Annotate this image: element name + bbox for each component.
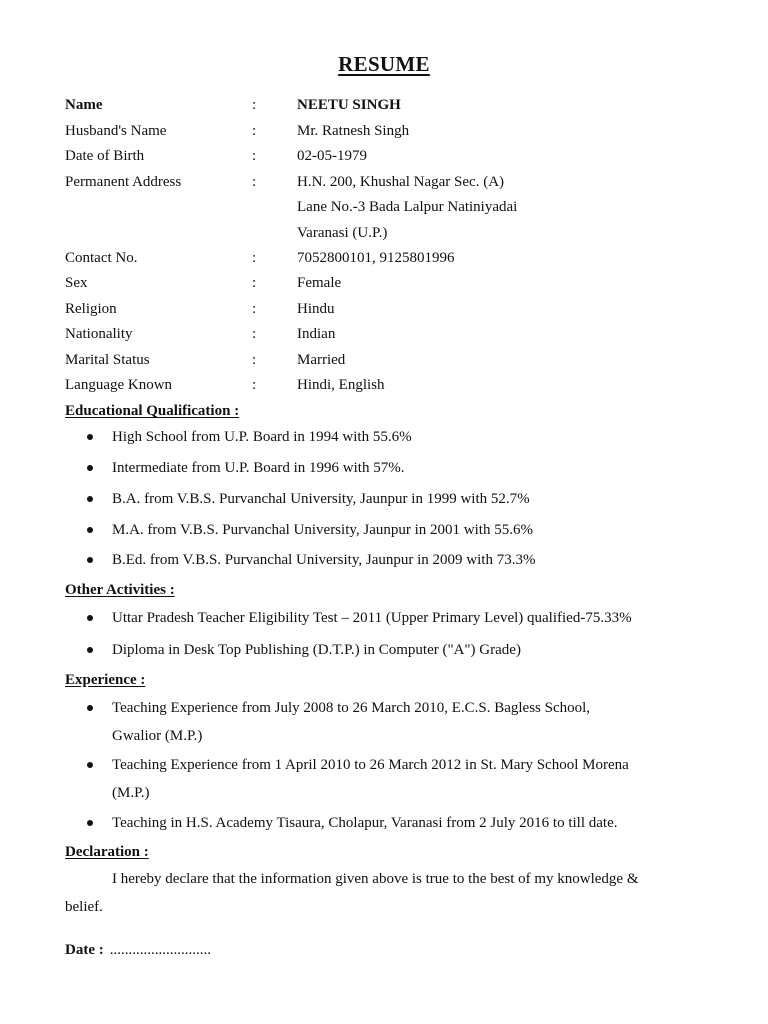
activity-item-text: Uttar Pradesh Teacher Eligibility Test – 2011 (Upper Primary Level) qualified-75.33% — [112, 610, 632, 626]
husband-value: Mr. Ratnesh Singh — [297, 123, 410, 139]
marital-label: Marital Status — [65, 352, 150, 368]
contact-value: 7052800101, 9125801996 — [297, 250, 455, 266]
marital-value: Married — [297, 352, 346, 368]
name-value: NEETU SINGH — [297, 97, 401, 113]
declaration-text: I hereby declare that the information given above is true to the best of my knowledge & — [112, 871, 639, 887]
education-item-text: M.A. from V.B.S. Purvanchal University, Jaunpur in 2001 with 55.6% — [112, 522, 533, 538]
colon: : — [252, 352, 257, 368]
bullet-icon — [87, 762, 93, 768]
sex-label: Sex — [65, 275, 88, 291]
dob-label: Date of Birth — [65, 148, 145, 164]
date-line — [65, 939, 211, 961]
experience-item-continuation: (M.P.) — [112, 785, 150, 801]
sex-value: Female — [297, 275, 342, 291]
date-label: Date : — [65, 942, 104, 958]
bullet-icon — [87, 615, 93, 621]
bullet-icon — [87, 434, 93, 440]
experience-item-text: Teaching Experience from July 2008 to 26 March 2010, E.C.S. Bagless School, — [112, 700, 591, 716]
bullet-icon — [87, 465, 93, 471]
experience-item-continuation: Gwalior (M.P.) — [112, 728, 203, 744]
experience-heading: Experience : — [65, 672, 146, 688]
bullet-icon — [87, 647, 93, 653]
colon: : — [252, 377, 257, 393]
language-value: Hindi, English — [297, 377, 385, 393]
education-heading: Educational Qualification : — [65, 403, 240, 419]
education-item-text: High School from U.P. Board in 1994 with 55.6% — [112, 429, 412, 445]
declaration-heading: Declaration : — [65, 844, 149, 860]
declaration-text-continuation: belief. — [65, 899, 103, 915]
experience-item-text: Teaching Experience from 1 April 2010 to 26 March 2012 in St. Mary School Morena — [112, 757, 629, 773]
colon: : — [252, 250, 257, 266]
name-label: Name — [65, 97, 103, 113]
activity-item-text: Diploma in Desk Top Publishing (D.T.P.) in Computer ("A") Grade) — [112, 642, 521, 658]
address-label: Permanent Address — [65, 174, 182, 190]
date-value: ........................... — [109, 942, 211, 958]
address-line-3: Varanasi (U.P.) — [297, 225, 388, 241]
colon: : — [252, 275, 257, 291]
colon: : — [252, 301, 257, 317]
education-item-text: B.A. from V.B.S. Purvanchal University, Jaunpur in 1999 with 52.7% — [112, 491, 530, 507]
activities-heading: Other Activities : — [65, 582, 175, 598]
colon: : — [252, 174, 257, 190]
education-item-text: Intermediate from U.P. Board in 1996 with 57%. — [112, 460, 405, 476]
experience-item-text: Teaching in H.S. Academy Tisaura, Cholapur, Varanasi from 2 July 2016 to till date. — [112, 815, 618, 831]
colon: : — [252, 97, 257, 113]
religion-value: Hindu — [297, 301, 335, 317]
nationality-value: Indian — [297, 326, 336, 342]
resume-title: RESUME — [338, 52, 430, 76]
husband-label: Husband's Name — [65, 123, 167, 139]
colon: : — [252, 123, 257, 139]
religion-label: Religion — [65, 301, 117, 317]
colon: : — [252, 148, 257, 164]
address-line-1: H.N. 200, Khushal Nagar Sec. (A) — [297, 174, 505, 190]
address-line-2: Lane No.-3 Bada Lalpur Natiniyadai — [297, 199, 518, 215]
bullet-icon — [87, 527, 93, 533]
colon: : — [252, 326, 257, 342]
dob-value: 02-05-1979 — [297, 148, 367, 164]
bullet-icon — [87, 557, 93, 563]
bullet-icon — [87, 820, 93, 826]
bullet-icon — [87, 705, 93, 711]
bullet-icon — [87, 496, 93, 502]
nationality-label: Nationality — [65, 326, 133, 342]
contact-label: Contact No. — [65, 250, 138, 266]
language-label: Language Known — [65, 377, 173, 393]
education-item-text: B.Ed. from V.B.S. Purvanchal University, Jaunpur in 2009 with 73.3% — [112, 552, 536, 568]
